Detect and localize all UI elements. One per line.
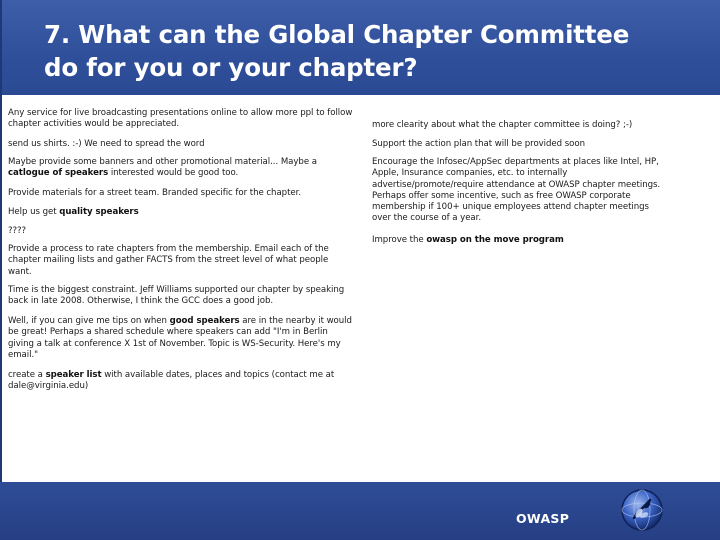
- response-item: [372, 120, 662, 131]
- response-text-after: interested would be good too.: [108, 168, 239, 179]
- response-item: [8, 157, 353, 180]
- response-text: Encourage the Infosec/AppSec departments at places like Intel, HP, Apple, Insurance companies, etc. to internally advertise/promote/require attendance at OWASP chapter meetings. Perhaps offer some incentive, such as free OWASP corporate membership if 100+ unique employees attend chapter meetings over the course of a year.: [372, 157, 661, 224]
- response-text: Improve the: [372, 235, 427, 245]
- response-item: [8, 188, 353, 199]
- response-item: [8, 285, 353, 308]
- left-edge-rule: [0, 0, 2, 540]
- response-text: Support the action plan that will be provided soon: [372, 139, 585, 149]
- response-text: Maybe provide some banners and other promotional material... Maybe a: [8, 157, 317, 167]
- response-text: ????: [8, 226, 27, 236]
- response-item: [8, 207, 353, 218]
- response-item: [8, 226, 353, 237]
- owasp-wasp-globe-icon: [620, 488, 664, 532]
- response-text: Time is the biggest constraint. Jeff Williams supported our chapter by speaking back in late 2008. Otherwise, I think the GCC does a good job.: [8, 285, 345, 307]
- response-item: [372, 157, 662, 225]
- response-emphasis: speaker list: [45, 370, 102, 380]
- response-emphasis: owasp on the move program: [426, 235, 564, 245]
- response-text: more clearity about what the chapter committee is doing? ;-): [372, 120, 633, 130]
- response-text-after: with available dates, places and topics (contact me at dale@virginia.edu): [8, 370, 335, 392]
- response-text: Any service for live broadcasting presentations online to allow more ppl to follow chapter activities would be appreciated.: [8, 108, 353, 130]
- slide-title-line-1: 7. What can the Global Chapter Committee: [44, 20, 630, 49]
- response-item: [372, 139, 662, 150]
- footer-brand: OWASP: [516, 511, 570, 526]
- response-text: Provide a process to rate chapters from the membership. Email each of the chapter mailing lists and gather FACTS from the street level of what people want.: [8, 244, 329, 277]
- slide-title-line-2: do for you or your chapter?: [44, 53, 418, 82]
- response-item: [8, 139, 353, 150]
- slide-title: [44, 18, 704, 84]
- response-emphasis: quality speakers: [59, 207, 139, 217]
- response-item: [8, 108, 353, 131]
- response-text: Provide materials for a street team. Branded specific for the chapter.: [8, 188, 302, 198]
- response-text: Help us get: [8, 207, 60, 217]
- response-text: create a: [8, 370, 46, 380]
- response-text: Well, if you can give me tips on when: [8, 316, 170, 326]
- response-emphasis: catlogue of speakers: [8, 168, 109, 179]
- response-emphasis: good speakers: [169, 316, 240, 326]
- response-item: [8, 244, 353, 278]
- footer-bar: [0, 482, 720, 540]
- response-item: [8, 370, 353, 393]
- response-text: send us shirts. :-) We need to spread the word: [8, 139, 205, 149]
- response-item: [372, 235, 662, 246]
- response-item: [8, 316, 353, 361]
- response-text-after: are in the nearby it would be great! Perhaps a shared schedule where speakers can add "I'm in Berlin giving a talk at conference X 1st of November. Topic is WS-Security. Here's my email.": [8, 316, 352, 360]
